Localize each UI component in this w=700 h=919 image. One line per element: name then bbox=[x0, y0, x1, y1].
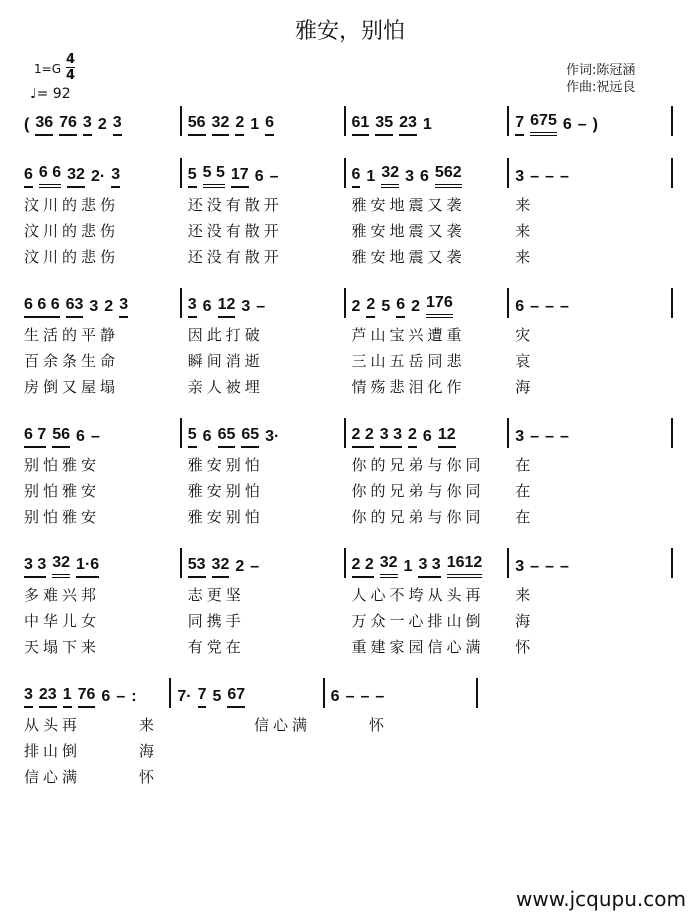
lyric-segment: 你的兄弟与你同 bbox=[351, 456, 485, 474]
note: 6 6 bbox=[39, 164, 61, 188]
note: 36 bbox=[35, 114, 53, 136]
lyric-segment: 还没有散开 bbox=[187, 222, 283, 240]
note: 3 bbox=[83, 114, 92, 136]
note: 3 bbox=[515, 168, 525, 185]
lyric-segment: 雅安地震又袭 bbox=[351, 222, 466, 240]
note: 56 bbox=[52, 426, 70, 448]
note: 65 bbox=[218, 426, 236, 448]
note: 6 bbox=[265, 114, 274, 136]
note: 5 bbox=[188, 426, 197, 448]
watermark-url: www.jcqupu.com bbox=[516, 887, 686, 911]
note: 5 5 bbox=[203, 164, 225, 188]
lyric-segment: 海 bbox=[515, 378, 535, 396]
lyric-segment: 怀 bbox=[139, 768, 159, 786]
note: 32 bbox=[381, 164, 399, 188]
note: 76 bbox=[78, 686, 96, 708]
note: 1 bbox=[422, 116, 432, 133]
note: 3· bbox=[265, 428, 280, 445]
note: 32 bbox=[212, 556, 230, 578]
lyric-segment: 你的兄弟与你同 bbox=[351, 508, 485, 526]
lyric-segment: 有党在 bbox=[187, 638, 245, 656]
lyric-segment: 在 bbox=[515, 482, 535, 500]
note: 7· bbox=[177, 688, 192, 705]
lyric-segment: 别怕雅安 bbox=[24, 456, 101, 474]
lyric-segment: 怀 bbox=[369, 716, 389, 734]
note: 2 2 bbox=[352, 426, 374, 448]
note: 6 7 bbox=[24, 426, 46, 448]
lyrics-line bbox=[18, 716, 478, 734]
measure bbox=[346, 288, 510, 318]
note: 61 bbox=[352, 114, 370, 136]
lyric-segment: 生活的平静 bbox=[24, 326, 120, 344]
note: 3 bbox=[405, 168, 415, 185]
measure bbox=[325, 678, 478, 708]
lyricist: 作词:陈冠涵 bbox=[566, 63, 636, 78]
note: 6 bbox=[396, 296, 405, 318]
lyric-segment: 灾 bbox=[515, 326, 535, 344]
measure bbox=[18, 418, 182, 448]
note: 6 bbox=[202, 428, 212, 445]
lyric-segment: 雅安地震又袭 bbox=[351, 196, 466, 214]
measure bbox=[18, 678, 171, 708]
note: 675 bbox=[530, 112, 557, 136]
score-systems bbox=[18, 106, 678, 808]
note: – bbox=[530, 428, 540, 445]
note: 6 bbox=[24, 166, 33, 188]
note: 12 bbox=[438, 426, 456, 448]
note: 53 bbox=[188, 556, 206, 578]
lyric-segment: 志更坚 bbox=[187, 586, 245, 604]
lyric-segment bbox=[248, 768, 363, 786]
note: 1·6 bbox=[76, 556, 99, 578]
lyric-segment: 怀 bbox=[515, 638, 535, 656]
note: 6 bbox=[352, 166, 361, 188]
measure bbox=[182, 288, 346, 318]
lyric-segment: 重建家园信心满 bbox=[351, 638, 485, 656]
note: 3 3 bbox=[380, 426, 402, 448]
lyrics-line bbox=[18, 456, 673, 474]
lyric-segment: 来 bbox=[139, 716, 159, 734]
note: 65 bbox=[241, 426, 259, 448]
measure bbox=[182, 418, 346, 448]
note: 7 bbox=[198, 686, 207, 708]
time-signature: 4 4 bbox=[66, 52, 76, 83]
note: 2 bbox=[351, 298, 361, 315]
lyric-segment: 海 bbox=[515, 612, 535, 630]
lyric-segment: 多难兴邦 bbox=[24, 586, 101, 604]
lyric-segment: 雅安别怕 bbox=[187, 456, 264, 474]
note: – bbox=[90, 428, 100, 445]
note: 6 6 6 bbox=[24, 296, 60, 318]
note: 3 bbox=[113, 114, 122, 136]
note: – bbox=[530, 558, 540, 575]
lyric-segment: 别怕雅安 bbox=[24, 482, 101, 500]
note: 3 3 bbox=[418, 556, 440, 578]
lyrics-line bbox=[18, 222, 673, 240]
note: 35 bbox=[375, 114, 393, 136]
lyrics-line bbox=[18, 508, 673, 526]
lyric-segment: 百余条生命 bbox=[24, 352, 120, 370]
note: 67 bbox=[227, 686, 245, 708]
lyric-segment bbox=[363, 768, 478, 786]
note: : bbox=[131, 688, 137, 705]
measure bbox=[18, 548, 182, 578]
score-system bbox=[18, 158, 673, 266]
lyric-segment: 哀 bbox=[515, 352, 535, 370]
measure bbox=[18, 288, 182, 318]
measure bbox=[346, 548, 510, 578]
measure bbox=[18, 106, 182, 136]
measure bbox=[182, 548, 346, 578]
note: 2 bbox=[235, 114, 244, 136]
note: – bbox=[559, 428, 569, 445]
note: 32 bbox=[380, 554, 398, 578]
lyrics-line bbox=[18, 248, 673, 266]
note: – bbox=[545, 298, 554, 315]
note: 6 bbox=[202, 298, 212, 315]
lyric-segment: 情殇悲泪化作 bbox=[351, 378, 466, 396]
note: 17 bbox=[231, 166, 249, 188]
note: – bbox=[559, 558, 569, 575]
lyric-segment: 亲人被埋 bbox=[187, 378, 264, 396]
note: 1 bbox=[250, 116, 260, 133]
note: – bbox=[375, 688, 385, 705]
lyrics-line bbox=[18, 326, 673, 344]
note: 562 bbox=[435, 164, 462, 188]
lyric-segment: 还没有散开 bbox=[187, 196, 283, 214]
lyric-segment: 汶川的悲伤 bbox=[24, 222, 120, 240]
note: 23 bbox=[399, 114, 417, 136]
note: 63 bbox=[66, 296, 84, 318]
lyric-segment: 同携手 bbox=[187, 612, 245, 630]
note: 3 bbox=[111, 166, 120, 188]
lyric-segment: 信心满 bbox=[254, 716, 312, 734]
composer: 作曲:祝远良 bbox=[566, 80, 636, 95]
note: 3 3 bbox=[24, 556, 46, 578]
measure bbox=[346, 106, 510, 136]
note: – bbox=[345, 688, 355, 705]
lyric-segment: 来 bbox=[515, 248, 535, 266]
lyric-segment: 人心不垮从头再 bbox=[351, 586, 485, 604]
lyric-segment: 瞬间消逝 bbox=[187, 352, 264, 370]
lyric-segment: 还没有散开 bbox=[187, 248, 283, 266]
note: 6 bbox=[420, 168, 429, 185]
note: 6 bbox=[101, 688, 111, 705]
note: 3 bbox=[188, 296, 197, 318]
note: 1 bbox=[403, 558, 413, 575]
lyrics-line bbox=[18, 768, 478, 786]
lyrics-line bbox=[18, 612, 673, 630]
note: 6 bbox=[515, 298, 525, 315]
measure bbox=[346, 418, 510, 448]
note: 12 bbox=[218, 296, 236, 318]
lyric-segment: 从头再 bbox=[24, 716, 82, 734]
lyrics-line bbox=[18, 378, 673, 396]
measure bbox=[509, 288, 673, 318]
note: 176 bbox=[426, 294, 453, 318]
note: – bbox=[577, 116, 587, 133]
lyric-segment: 别怕雅安 bbox=[24, 508, 101, 526]
note: – bbox=[116, 688, 126, 705]
lyric-segment: 因此打破 bbox=[187, 326, 264, 344]
measure bbox=[509, 548, 673, 578]
lyric-segment: 万众一心排山倒 bbox=[351, 612, 485, 630]
lyric-segment: 排山倒 bbox=[24, 742, 82, 760]
note: 1612 bbox=[447, 554, 483, 578]
lyric-segment: 汶川的悲伤 bbox=[24, 196, 120, 214]
note: 1 bbox=[63, 686, 72, 708]
note: 1 bbox=[366, 168, 376, 185]
measure bbox=[18, 158, 182, 188]
score-system bbox=[18, 678, 478, 786]
lyric-segment: 雅安别怕 bbox=[187, 508, 264, 526]
note: 3 bbox=[89, 298, 99, 315]
lyric-segment: 雅安别怕 bbox=[187, 482, 264, 500]
lyric-segment: 来 bbox=[515, 222, 535, 240]
lyric-segment: 雅安地震又袭 bbox=[351, 248, 466, 266]
tempo-marking: ♩= 92 bbox=[30, 86, 71, 102]
score-system bbox=[18, 548, 673, 656]
lyric-segment bbox=[363, 742, 478, 760]
measure bbox=[171, 678, 324, 708]
score-system bbox=[18, 418, 673, 526]
note: 3 bbox=[515, 428, 525, 445]
notes-row bbox=[18, 678, 478, 708]
note: – bbox=[545, 168, 554, 185]
lyric-segment: 三山五岳同悲 bbox=[351, 352, 466, 370]
credits bbox=[566, 62, 635, 96]
note: 3 bbox=[515, 558, 525, 575]
lyric-segment: 在 bbox=[515, 456, 535, 474]
note: 2 bbox=[411, 298, 421, 315]
note: – bbox=[545, 558, 554, 575]
note: – bbox=[530, 298, 540, 315]
note: – bbox=[250, 558, 260, 575]
score-system bbox=[18, 288, 673, 396]
notes-row bbox=[18, 418, 673, 448]
lyric-segment bbox=[248, 742, 363, 760]
measure bbox=[509, 418, 673, 448]
note: 6 bbox=[422, 428, 432, 445]
lyrics-line bbox=[18, 482, 673, 500]
note: – bbox=[530, 168, 540, 185]
note: 6 bbox=[76, 428, 85, 445]
lyrics-line bbox=[18, 352, 673, 370]
note: 32 bbox=[67, 166, 85, 188]
lyric-segment: 你的兄弟与你同 bbox=[351, 482, 485, 500]
note: – bbox=[559, 298, 569, 315]
lyric-segment: 来 bbox=[515, 196, 535, 214]
notes-row bbox=[18, 288, 673, 318]
score-system bbox=[18, 106, 673, 136]
note: 7 bbox=[515, 114, 524, 136]
lyric-segment: 中华儿女 bbox=[24, 612, 101, 630]
note: 2 2 bbox=[352, 556, 374, 578]
note: – bbox=[269, 168, 279, 185]
note: 3 bbox=[241, 298, 251, 315]
notes-row bbox=[18, 548, 673, 578]
note: ) bbox=[592, 116, 598, 133]
note: – bbox=[360, 688, 370, 705]
lyrics-line bbox=[18, 742, 478, 760]
notes-row bbox=[18, 106, 673, 136]
note: ( bbox=[24, 116, 30, 133]
note: 32 bbox=[52, 554, 70, 578]
note: 2 bbox=[408, 426, 417, 448]
measure bbox=[182, 158, 346, 188]
lyric-segment: 房倒又屋塌 bbox=[24, 378, 120, 396]
note: – bbox=[545, 428, 554, 445]
song-title: 雅安，别怕 bbox=[294, 19, 405, 44]
lyric-segment: 汶川的悲伤 bbox=[24, 248, 120, 266]
note: 2 bbox=[104, 298, 114, 315]
note: 2 bbox=[97, 116, 107, 133]
note: – bbox=[256, 298, 266, 315]
measure bbox=[182, 106, 346, 136]
lyric-segment: 来 bbox=[515, 586, 535, 604]
measure bbox=[509, 106, 673, 136]
note: – bbox=[559, 168, 569, 185]
note: 56 bbox=[188, 114, 206, 136]
measure bbox=[346, 158, 510, 188]
note: 6 bbox=[330, 688, 340, 705]
note: 2 bbox=[235, 558, 245, 575]
lyric-segment: 信心满 bbox=[24, 768, 82, 786]
note: 3 bbox=[119, 296, 128, 318]
lyric-segment: 海 bbox=[139, 742, 159, 760]
lyric-segment: 天塌下来 bbox=[24, 638, 101, 656]
lyric-segment: 在 bbox=[515, 508, 535, 526]
note: 5 bbox=[212, 688, 222, 705]
note: 32 bbox=[212, 114, 230, 136]
note: 5 bbox=[188, 166, 197, 188]
note: 3 bbox=[24, 686, 33, 708]
note: 5 bbox=[381, 298, 391, 315]
note: 2 bbox=[366, 296, 375, 318]
note: 2· bbox=[90, 168, 106, 185]
lyric-segment: 芦山宝兴遭重 bbox=[351, 326, 466, 344]
key-signature: 1=G bbox=[34, 62, 61, 76]
note: 6 bbox=[562, 116, 572, 133]
note: 76 bbox=[59, 114, 77, 136]
measure bbox=[509, 158, 673, 188]
lyrics-line bbox=[18, 586, 673, 604]
lyrics-line bbox=[18, 196, 673, 214]
notes-row bbox=[18, 158, 673, 188]
note: 23 bbox=[39, 686, 57, 708]
note: 6 bbox=[254, 168, 264, 185]
lyrics-line bbox=[18, 638, 673, 656]
